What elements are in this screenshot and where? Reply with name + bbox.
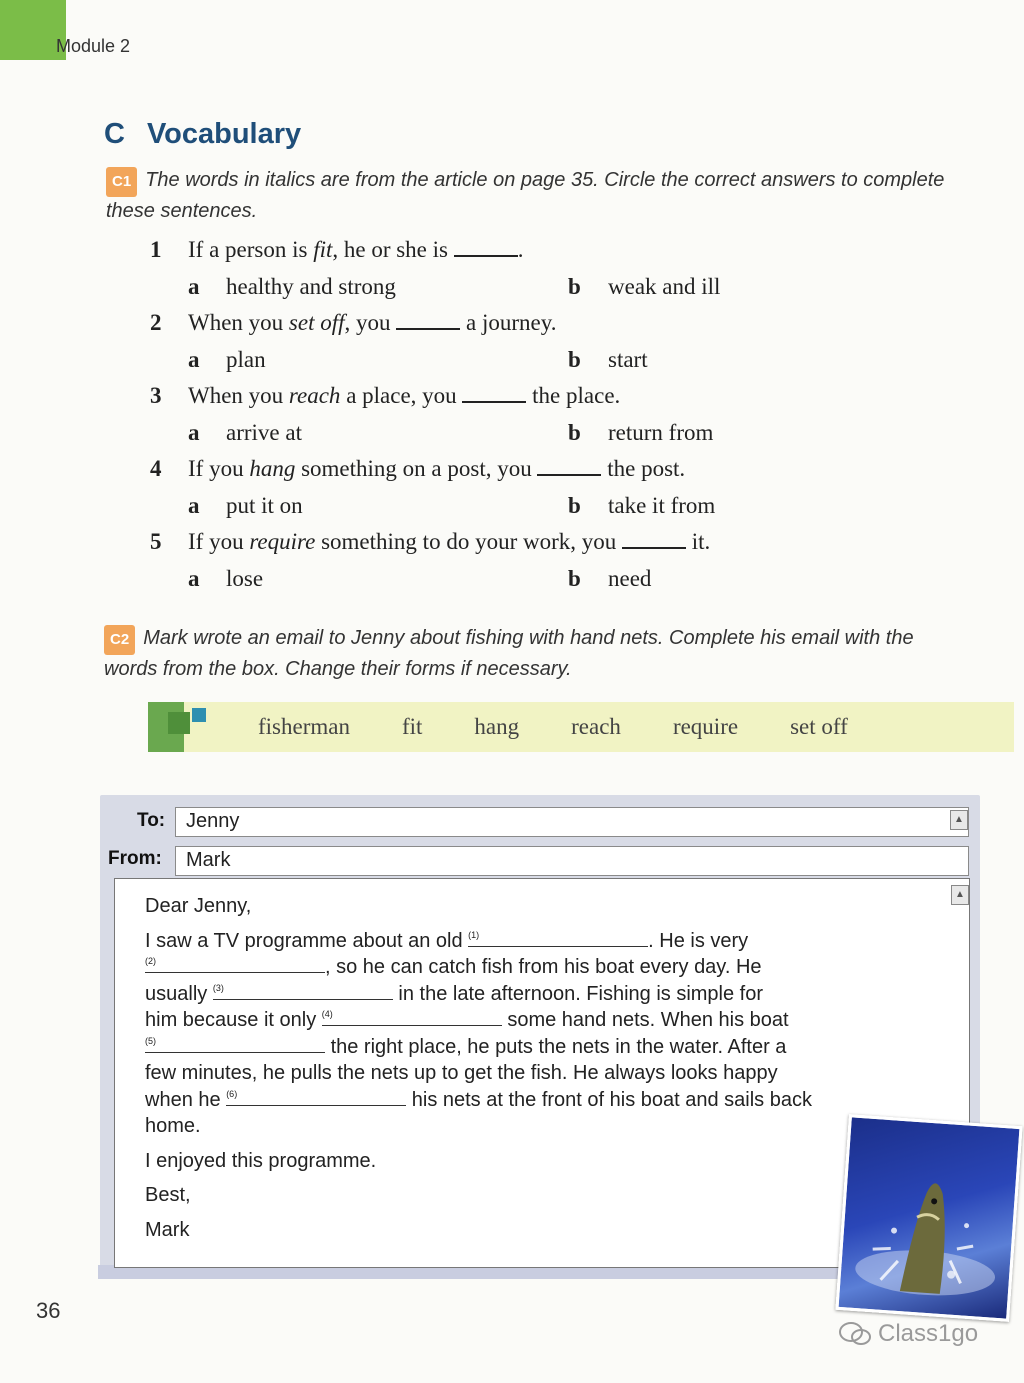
question-stem: When you set off, you a journey.	[188, 310, 557, 335]
word-box-decoration-icon	[192, 708, 206, 722]
option-b[interactable]: take it from	[608, 493, 716, 518]
answer-blank	[622, 527, 686, 549]
word-box-decoration-icon	[168, 712, 190, 734]
question-2-options	[150, 341, 870, 378]
question-number: 1	[150, 237, 162, 262]
word-item: fit	[401, 714, 423, 739]
c1-tag: C1	[106, 167, 137, 197]
page-number: 36	[36, 1298, 61, 1323]
section-letter: C	[104, 118, 125, 150]
question-4	[150, 451, 870, 487]
section-title: Vocabulary	[146, 118, 302, 150]
answer-gap[interactable]: (2)	[145, 954, 325, 973]
question-4-options	[150, 487, 870, 524]
question-list	[150, 232, 870, 597]
option-b-label[interactable]: b	[568, 347, 581, 372]
question-1-options	[150, 268, 870, 305]
option-a-label[interactable]: a	[188, 420, 200, 445]
word-item: reach	[571, 714, 621, 739]
word-list	[258, 702, 900, 752]
question-stem: When you reach a place, you the place.	[188, 383, 621, 408]
section-heading	[104, 118, 301, 151]
answer-gap[interactable]: (1)	[468, 928, 648, 947]
watermark-text: Class1go	[878, 1320, 979, 1347]
chat-bubble-icon	[838, 1321, 872, 1347]
option-a[interactable]: healthy and strong	[226, 274, 396, 299]
question-number: 4	[150, 456, 162, 481]
italic-word: reach	[288, 383, 341, 408]
word-item: hang	[474, 714, 520, 739]
question-5-options	[150, 560, 870, 597]
from-label: From:	[108, 848, 162, 869]
email-sign-off: Best,	[145, 1184, 191, 1206]
answer-gap[interactable]: (3)	[213, 981, 393, 1000]
question-2	[150, 305, 870, 341]
option-b-label[interactable]: b	[568, 420, 581, 445]
word-item: require	[672, 714, 739, 739]
question-stem: If you hang something on a post, you the post.	[188, 456, 686, 481]
c2-tag: C2	[104, 625, 135, 655]
answer-gap[interactable]: (6)	[226, 1087, 406, 1106]
question-stem: If a person is fit, he or she is .	[188, 237, 524, 262]
c1-instruction-text: The words in italics are from the article on page 35. Circle the correct answers to complete these sentences.	[106, 169, 945, 222]
question-number: 5	[150, 529, 162, 554]
answer-blank	[396, 308, 460, 330]
question-3-options	[150, 414, 870, 451]
email-closing-line: I enjoyed this programme.	[145, 1149, 377, 1172]
option-a[interactable]: plan	[226, 347, 266, 372]
italic-word: require	[249, 529, 316, 554]
option-b[interactable]: return from	[608, 420, 714, 445]
option-a-label[interactable]: a	[188, 566, 200, 591]
option-b-label[interactable]: b	[568, 493, 581, 518]
question-3	[150, 378, 870, 414]
c1-instruction	[106, 166, 966, 225]
answer-blank	[537, 454, 601, 476]
to-field[interactable]: Jenny	[175, 807, 969, 837]
from-field[interactable]: Mark	[175, 846, 969, 876]
option-a[interactable]: arrive at	[226, 420, 302, 445]
option-a-label[interactable]: a	[188, 493, 200, 518]
answer-gap[interactable]: (5)	[145, 1034, 325, 1053]
option-a[interactable]: put it on	[226, 493, 303, 518]
option-a-label[interactable]: a	[188, 274, 200, 299]
email-signature: Mark	[145, 1218, 190, 1241]
option-b-label[interactable]: b	[568, 274, 581, 299]
word-box	[148, 702, 1014, 752]
question-5	[150, 524, 870, 560]
question-number: 2	[150, 310, 162, 335]
word-item: set off	[790, 714, 848, 739]
email-paragraph: I saw a TV programme about an old (1) . He is very (2) , so he can catch fish from his boat every day. He usually (3) in the late afternoon. Fishing is simple for him because it only (4) some hand nets. When his boat (5) the right place, he puts the nets in the water. After a few minutes, he pulls the nets up to get the fish. He always looks happy when he (6) his nets at the front of his boat and sails back home.	[145, 929, 812, 1137]
answer-blank	[454, 235, 518, 257]
c2-instruction-text: Mark wrote an email to Jenny about fishing with hand nets. Complete his email with the words from the box. Change their forms if necessary.	[104, 627, 914, 680]
option-b[interactable]: start	[608, 347, 648, 372]
italic-word: hang	[249, 456, 296, 481]
fish-photo	[835, 1114, 1022, 1322]
c2-instruction	[104, 624, 964, 683]
email-body-text	[145, 893, 925, 1243]
answer-gap[interactable]: (4)	[322, 1007, 502, 1026]
italic-word: set off	[288, 310, 345, 335]
scroll-up-icon[interactable]: ▲	[950, 810, 968, 830]
to-label: To:	[137, 810, 166, 831]
option-b[interactable]: need	[608, 566, 652, 591]
option-b[interactable]: weak and ill	[608, 274, 721, 299]
scroll-up-icon[interactable]: ▲	[951, 885, 969, 905]
question-stem: If you require something to do your work, you it.	[188, 529, 711, 554]
answer-blank	[462, 381, 526, 403]
word-item: fisherman	[258, 714, 350, 739]
option-b-label[interactable]: b	[568, 566, 581, 591]
option-a[interactable]: lose	[226, 566, 264, 591]
fish-jumping-icon	[839, 1117, 1020, 1318]
module-label: Module 2	[56, 36, 131, 56]
email-greeting: Dear Jenny,	[145, 895, 252, 917]
question-1	[150, 232, 870, 268]
option-a-label[interactable]: a	[188, 347, 200, 372]
question-number: 3	[150, 383, 162, 408]
italic-word: fit	[313, 237, 333, 262]
watermark	[838, 1320, 978, 1348]
